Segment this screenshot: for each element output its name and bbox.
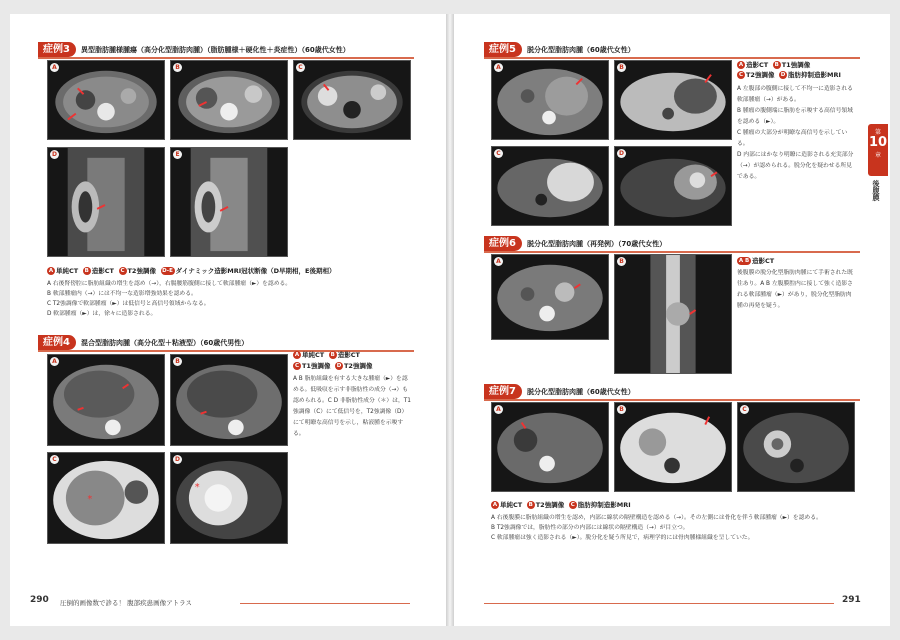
- case3-header: [38, 42, 350, 57]
- case3-image-b: B: [170, 60, 288, 140]
- case6-image-a: A: [491, 254, 609, 340]
- case7-description: A 右後腹膜に脂肪組織の増生を認め，内部に線状の隔壁構造を認める（→）。その左側には骨化を伴う軟部腫瘤（►）を認める。 B T2強調像では，脂肪性の部分の内部には線状の隔壁構造（→）が目立つ。 C 軟部腫瘤は強く造影される（►）。脱分化を疑う所見で，病理学的には骨肉腫様組織を呈していた。: [491, 515, 822, 541]
- case3-rule: [38, 57, 414, 59]
- case4-description: A B 脂肪組織を有する大きな腫瘤（►）を認める。低吸収を示す非脂肪性の成分（→）も認められる。C D 非脂肪性成分（＊）は，T1強調像（C）にて低信号を，T2強調像（D）にて明瞭な高信号を示し，粘液腫を示唆する。: [293, 376, 411, 437]
- case4-legend: A 単純CT B 造影CT C T1強調像 D T2強調像: [294, 351, 373, 370]
- case3-legend: A 単純CT B 造影CT C T2強調像 D-E ダイナミック造影MRI冠状断像（D早期相，E後期相）: [48, 267, 336, 275]
- book-title-footer: 圧倒的画像数で診る！ 腹部疾患画像アトラス: [60, 599, 192, 607]
- case6-legend: A B 造影CT: [738, 257, 775, 265]
- book-gutter: [446, 14, 454, 626]
- case3-image-a: A: [47, 60, 165, 140]
- footer-rule-left: [240, 603, 410, 604]
- case4-tag: 症例4: [38, 335, 76, 350]
- case4-header: [38, 335, 248, 350]
- case6-tag: 症例6: [484, 236, 522, 251]
- case3-image-d: D: [47, 147, 165, 257]
- case5-rule: [484, 57, 860, 59]
- case4-title: 混合型脂肪肉腫（高分化型＋粘液型）（60歳代男性）: [80, 338, 249, 347]
- case6-description: 後腹膜の脱分化型脂肪肉腫にて手術された既往あり。A B 左腹膜腔内に接して強く造影される軟部腫瘤（►）があり，脱分化型脂肪肉腫の再発を疑う。: [737, 270, 853, 309]
- case5-tag: 症例5: [484, 42, 522, 57]
- footer-rule-right: [484, 603, 834, 604]
- case3-image-c: C: [293, 60, 411, 140]
- chapter-tab: 第 10 章: [868, 124, 888, 176]
- case5-header: [484, 42, 635, 57]
- case4-image-b: B: [170, 354, 288, 446]
- case4-image-d: D *: [170, 452, 288, 544]
- case3-description: A 右後腎傍腔に脂肪組織の増生を認め（→），右腸腰筋腹側に接して軟部腫瘤（►）を認める。 B 軟部腫瘤内（→）には不均一な造影増強効果を認める。 C T2強調像で軟部腫瘤（►）は低信号と高信号領域からなる。 D 軟部腫瘤（►）は，徐々に造影される。: [47, 281, 292, 317]
- svg-text:*: *: [87, 493, 93, 505]
- case7-rule: [484, 399, 860, 401]
- case3-tag: 症例3: [38, 42, 76, 57]
- case3-image-e: E: [170, 147, 288, 257]
- case4-image-a: A: [47, 354, 165, 446]
- case5-title: 脱分化型脂肪肉腫（60歳代女性）: [526, 45, 635, 54]
- case7-image-a: A: [491, 402, 609, 492]
- case5-image-c: C: [491, 146, 609, 226]
- case4-image-c: C *: [47, 452, 165, 544]
- case6-title: 脱分化型脂肪肉腫（再発例）（70歳代女性）: [526, 239, 667, 248]
- case7-image-c: C: [737, 402, 855, 492]
- chapter-section-label: 後腹膜: [872, 180, 880, 201]
- page-number-right: 291: [842, 595, 861, 605]
- case5-image-a: A: [491, 60, 609, 140]
- case7-title: 脱分化型脂肪肉腫（60歳代女性）: [526, 387, 635, 396]
- page-number-left: 290: [30, 595, 49, 605]
- case5-image-b: B: [614, 60, 732, 140]
- case6-rule: [484, 251, 860, 253]
- case5-image-d: D: [614, 146, 732, 226]
- case3-title: 異型脂肪腫様腫瘍（高分化型脂肪肉腫）（脂肪腫様＋硬化性＋炎症性）（60歳代女性）: [80, 45, 350, 54]
- case6-header: [484, 236, 666, 251]
- case5-description: A 左腹部の腹側に接して不均一に造影される軟部腫瘤（→）がある。 B 腫瘤の腹側端に脂肪を示唆する高信号領域を認める（►）。 C 腫瘤の大部分が明瞭な高信号を示している。 D 内部にはかなり明瞭に造影される充実部分（→）が認められる。脱分化を疑わせる所見である。: [737, 86, 854, 180]
- case6-image-b: B: [614, 254, 732, 374]
- case7-header: [484, 384, 635, 399]
- case7-image-b: B: [614, 402, 732, 492]
- case5-legend: A 造影CT B T1強調像 C T2強調像 D 脂肪抑制造影MRI: [738, 61, 841, 79]
- case7-legend: A 単純CT B T2強調像 C 脂肪抑制造影MRI: [492, 501, 631, 509]
- case7-tag: 症例7: [484, 384, 522, 399]
- svg-text:*: *: [194, 482, 200, 494]
